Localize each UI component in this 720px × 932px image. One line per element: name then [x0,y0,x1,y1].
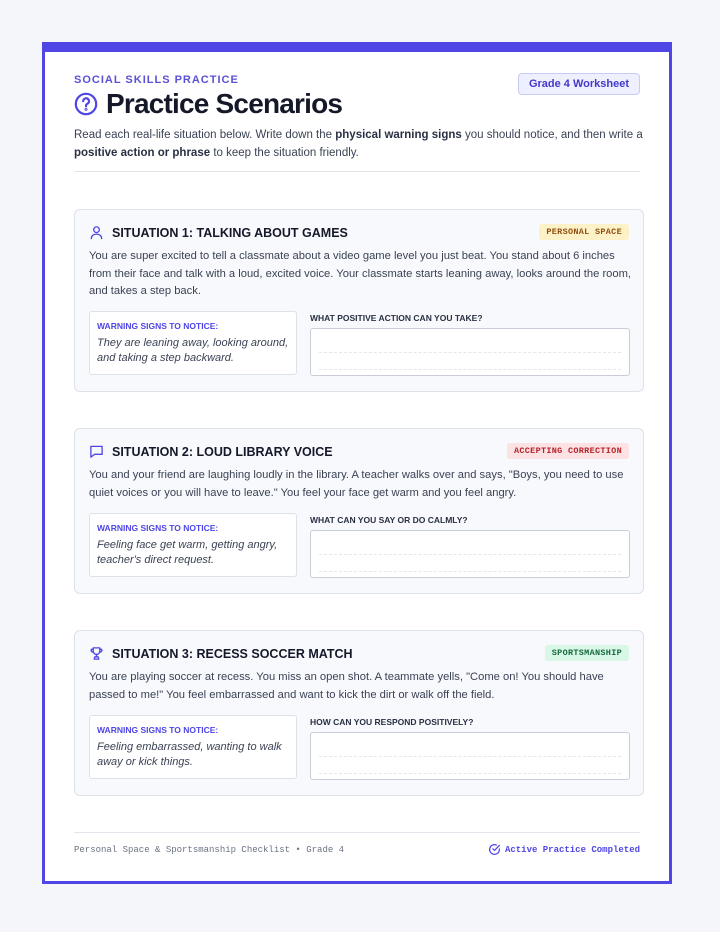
warning-text: Feeling embarrassed, wanting to walk away or kick things. [97,741,282,768]
situation-card-2 [74,428,644,594]
answer-input[interactable] [310,530,630,578]
grade-badge: Grade 4 Worksheet [518,73,640,95]
situation-title: SITUATION 2: LOUD LIBRARY VOICE [112,444,333,459]
warning-signs-box [89,513,297,577]
speech-bubble-icon [89,444,104,459]
header-divider [74,171,640,172]
footer-divider [74,832,640,833]
warning-text: They are leaning away, looking around, and taking a step backward. [97,337,289,364]
question-circle-icon [74,92,98,116]
category-tag: PERSONAL SPACE [539,224,629,240]
warning-label: WARNING SIGNS TO NOTICE: [97,523,219,533]
category-tag: SPORTSMANSHIP [545,645,629,661]
trophy-icon [89,646,104,661]
situation-card-1 [74,209,644,392]
page-title: Practice Scenarios [106,88,343,119]
warning-signs-box [89,715,297,779]
worksheet-page [42,42,672,884]
intro-text: Read each real-life situation below. Write down the physical warning signs you should notice, and then write a positive action or phrase to keep the situation friendly. [74,129,643,159]
situation-title: SITUATION 1: TALKING ABOUT GAMES [112,225,348,240]
title-row [74,88,342,120]
check-circle-icon [488,843,501,856]
answer-input[interactable] [310,328,630,376]
situation-title: SITUATION 3: RECESS SOCCER MATCH [112,646,353,661]
warning-label: WARNING SIGNS TO NOTICE: [97,725,219,735]
warning-signs-box [89,311,297,375]
category-tag: ACCEPTING CORRECTION [507,443,629,459]
answer-label: HOW CAN YOU RESPOND POSITIVELY? [310,717,474,727]
completion-status [488,843,640,856]
warning-text: Feeling face get warm, getting angry, teacher's direct request. [97,539,278,566]
situation-card-3 [74,630,644,796]
completion-label: Active Practice Completed [504,844,640,855]
person-icon [89,225,104,240]
answer-label: WHAT POSITIVE ACTION CAN YOU TAKE? [310,313,483,323]
situation-text: You are super excited to tell a classmate about a video game level you just beat. You stand about 6 inches from their face and talk with a loud, excited voice. Your classmate starts leaning away, looks around the room, and takes a step back. [89,250,632,297]
situation-text: You are playing soccer at recess. You miss an open shot. A teammate yells, "Come on! You should have passed to me!" You feel embarrassed and want to kick the dirt or walk off the field. [89,671,604,701]
situation-text: You and your friend are laughing loudly in the library. A teacher walks over and says, "Boys, you need to use quiet voices or you will have to leave." You feel your face get warm and you feel angry. [89,469,624,499]
answer-input[interactable] [310,732,630,780]
eyebrow-label: SOCIAL SKILLS PRACTICE [74,74,239,86]
answer-label: WHAT CAN YOU SAY OR DO CALMLY? [310,515,468,525]
warning-label: WARNING SIGNS TO NOTICE: [97,321,219,331]
footer-caption: Personal Space & Sportsmanship Checklist • Grade 4 [74,845,345,855]
